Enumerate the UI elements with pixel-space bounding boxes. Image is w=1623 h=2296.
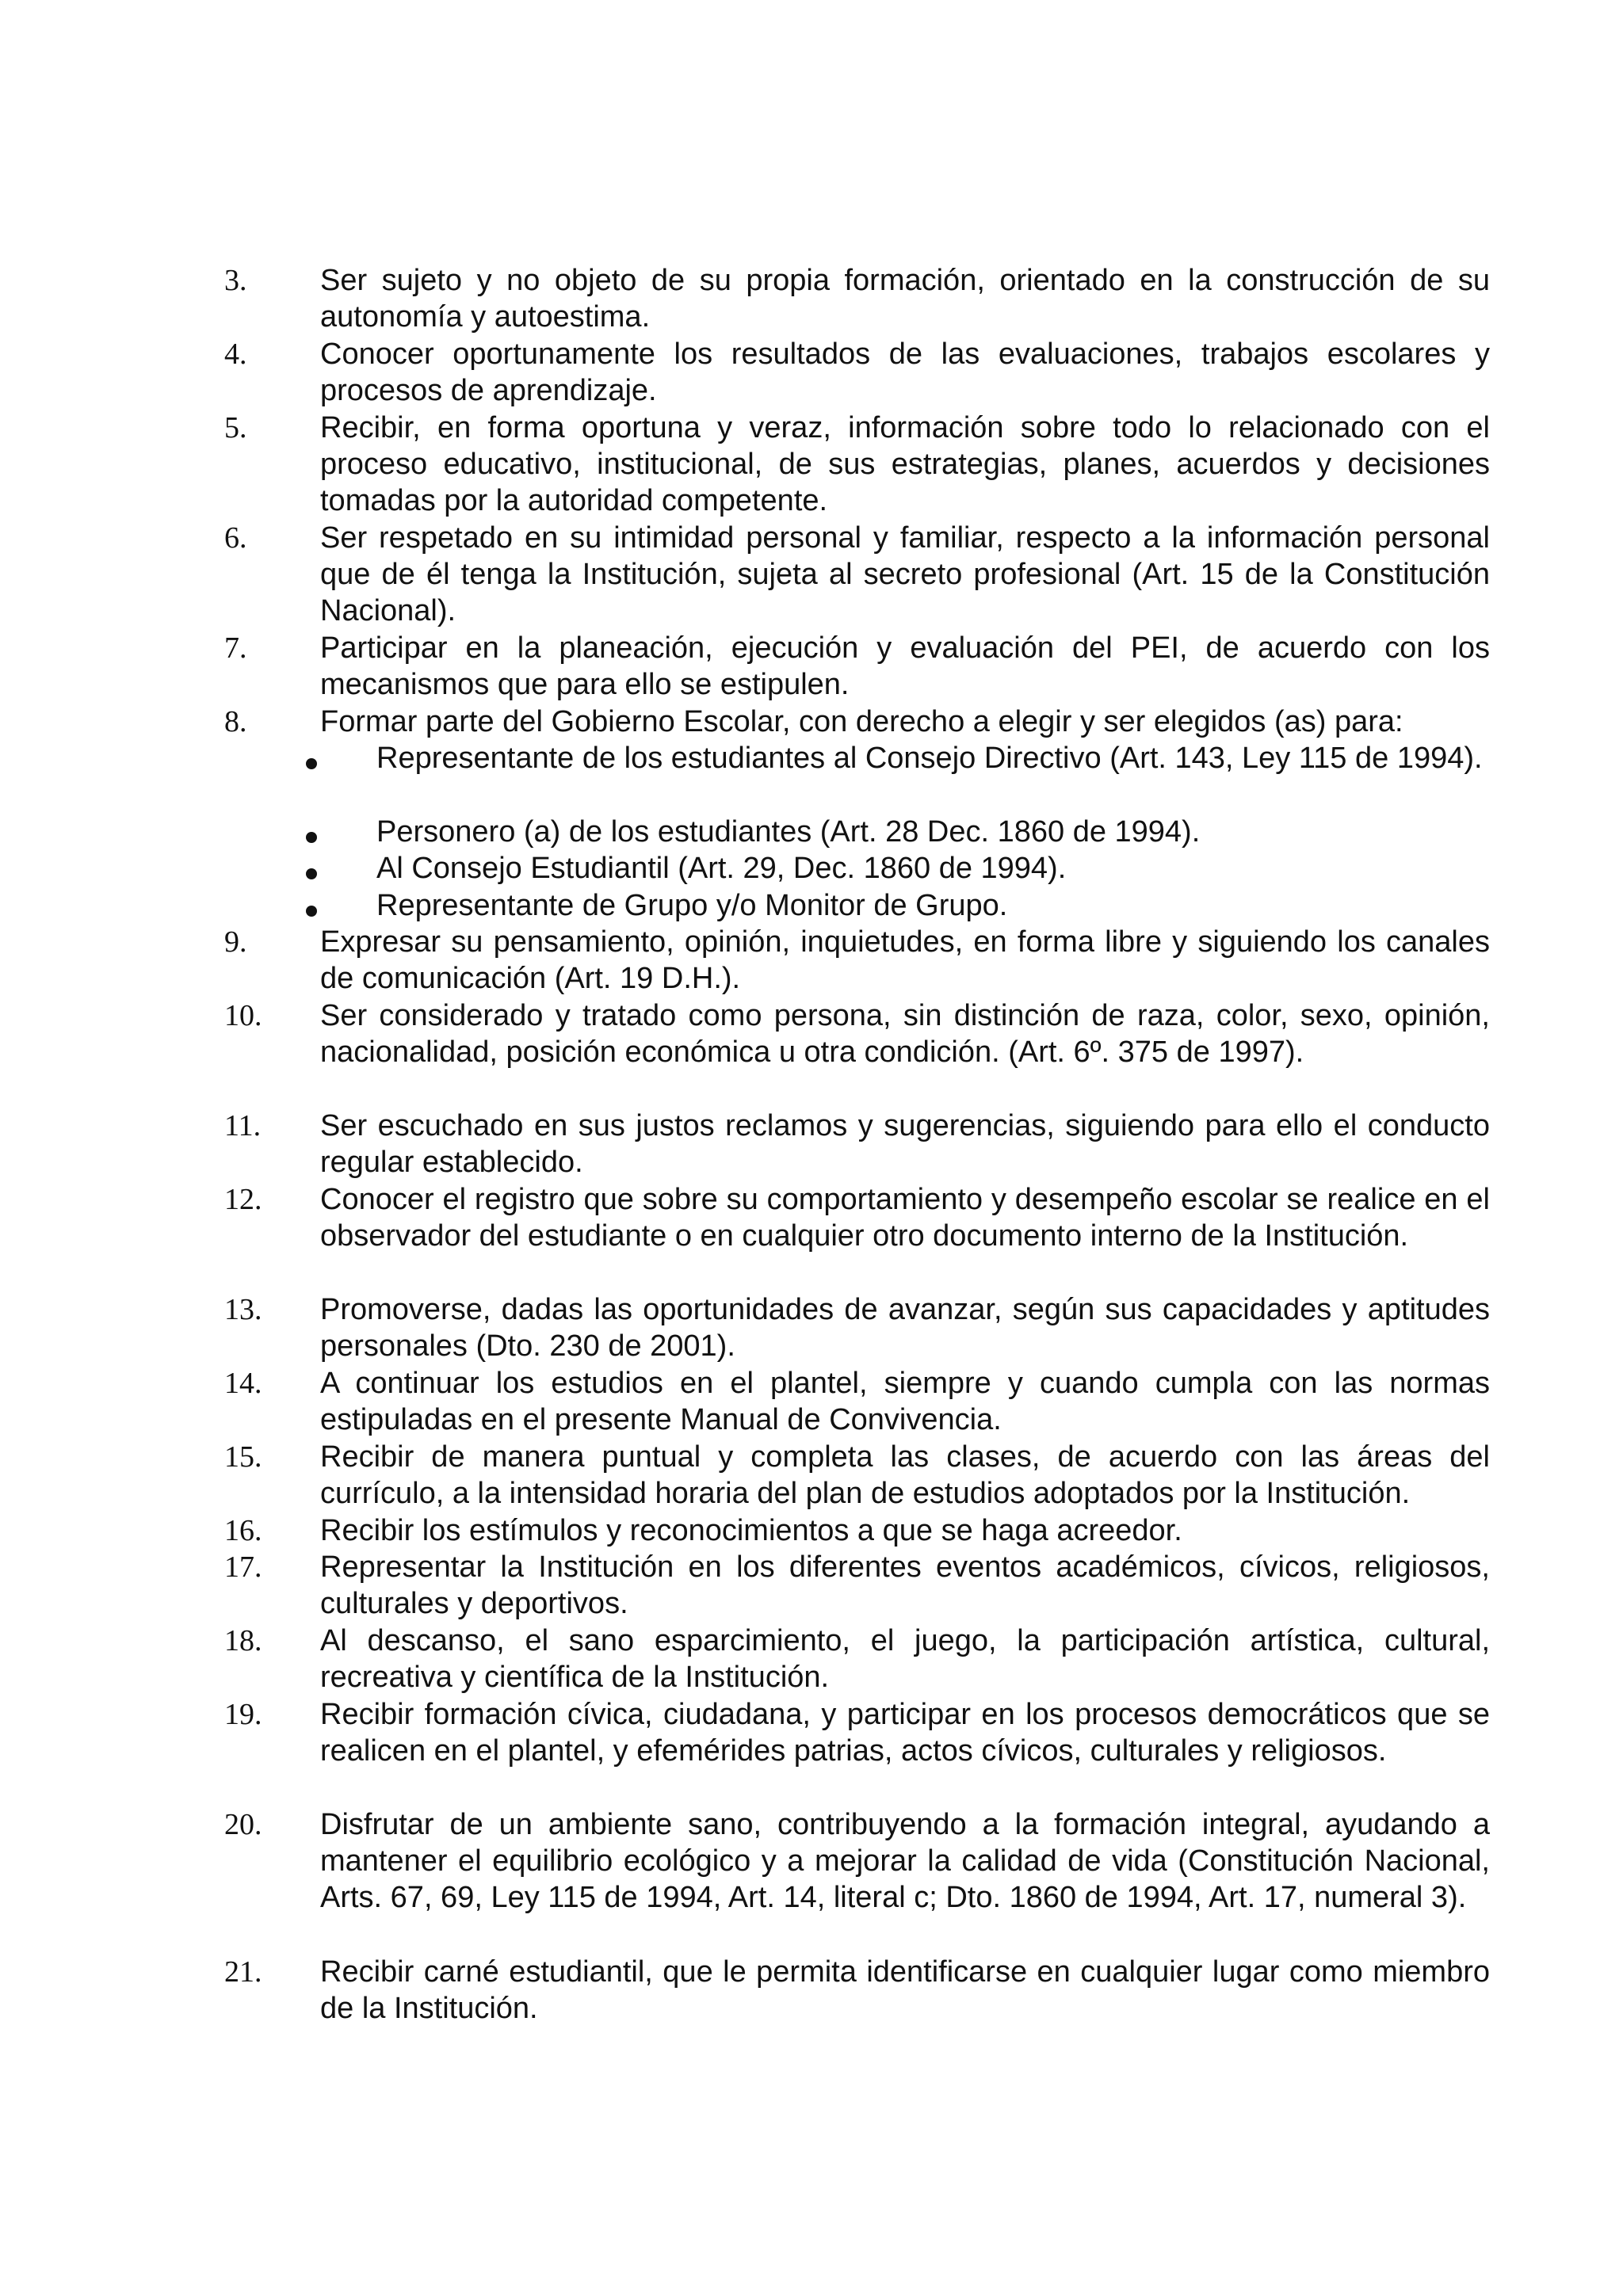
item-text: Representar la Institución en los diferentes eventos académicos, cívicos, religiosos, culturales y deportivos. [320, 1550, 1490, 1620]
item-text: Disfrutar de un ambiente sano, contribuyendo a la formación integral, ayudando a mantener el equilibrio ecológico y a mejorar la calidad de vida (Constitución Nacional, Arts. 67, 69, Ley 115 de 1994, Art. 14, literal c; Dto. 1860 de 1994, Art. 17, numeral 3). [320, 1808, 1490, 1914]
item-text: Recibir formación cívica, ciudadana, y participar en los procesos democráticos que se realicen en el plantel, y efemérides patrias, actos cívicos, culturales y religiosos. [320, 1698, 1490, 1768]
item-number: 8. [224, 705, 247, 738]
item-text: Conocer el registro que sobre su comportamiento y desempeño escolar se realice en el observador del estudiante o en cualquier otro documento interno de la Institución. [320, 1183, 1490, 1253]
item-number: 6. [224, 521, 247, 555]
item-text: Recibir los estímulos y reconocimientos a que se haga acreedor. [320, 1514, 1182, 1547]
bullet-text: Personero (a) de los estudiantes (Art. 28 Dec. 1860 de 1994). [376, 815, 1201, 849]
item-number: 19. [224, 1698, 262, 1731]
item-number: 4. [224, 338, 247, 371]
item-number: 16. [224, 1514, 262, 1547]
item-number: 12. [224, 1183, 262, 1216]
item-text: Ser sujeto y no objeto de su propia formación, orientado en la construcción de su autonomía y autoestima. [320, 264, 1490, 334]
item-text: Ser respetado en su intimidad personal y familiar, respecto a la información personal que de él tenga la Institución, sujeta al secreto profesional (Art. 15 de la Constitución Nacional). [320, 521, 1490, 627]
item-text: Formar parte del Gobierno Escolar, con derecho a elegir y ser elegidos (as) para: [320, 705, 1403, 738]
item-number: 17. [224, 1550, 262, 1584]
item-number: 15. [224, 1440, 262, 1474]
item-number: 11. [224, 1109, 262, 1142]
item-text: Expresar su pensamiento, opinión, inquietudes, en forma libre y siguiendo los canales de comunicación (Art. 19 D.H.). [320, 925, 1490, 995]
item-text: Promoverse, dadas las oportunidades de avanzar, según sus capacidades y aptitudes personales (Dto. 230 de 2001). [320, 1293, 1490, 1363]
item-text: Al descanso, el sano esparcimiento, el juego, la participación artística, cultural, recreativa y científica de la Institución. [320, 1624, 1490, 1694]
item-number: 21. [224, 1955, 262, 1989]
bullet-text: Representante de Grupo y/o Monitor de Grupo. [376, 889, 1008, 922]
item-number: 9. [224, 925, 247, 959]
item-number: 18. [224, 1624, 262, 1657]
item-text: Recibir carné estudiantil, que le permita identificarse en cualquier lugar como miembro de la Institución. [320, 1955, 1490, 2025]
item-number: 10. [224, 999, 262, 1032]
item-number: 20. [224, 1808, 262, 1841]
item-text: Recibir, en forma oportuna y veraz, información sobre todo lo relacionado con el proceso educativo, institucional, de sus estrategias, planes, acuerdos y decisiones tomadas por la autoridad competente. [320, 411, 1490, 517]
item-number: 13. [224, 1293, 262, 1326]
item-number: 14. [224, 1367, 262, 1400]
item-number: 7. [224, 631, 247, 665]
item-text: Ser escuchado en sus justos reclamos y sugerencias, siguiendo para ello el conducto regular establecido. [320, 1109, 1490, 1179]
bullet-text: Al Consejo Estudiantil (Art. 29, Dec. 1860 de 1994). [376, 852, 1067, 885]
item-text: Recibir de manera puntual y completa las clases, de acuerdo con las áreas del currículo, a la intensidad horaria del plan de estudios adoptados por la Institución. [320, 1440, 1490, 1510]
item-text: Participar en la planeación, ejecución y evaluación del PEI, de acuerdo con los mecanismos que para ello se estipulen. [320, 631, 1490, 701]
item-text: A continuar los estudios en el plantel, siempre y cuando cumpla con las normas estipuladas en el presente Manual de Convivencia. [320, 1367, 1490, 1436]
item-number: 5. [224, 411, 247, 444]
item-number: 3. [224, 264, 247, 297]
bullet-text: Representante de los estudiantes al Consejo Directivo (Art. 143, Ley 115 de 1994). [376, 742, 1483, 775]
item-text: Ser considerado y tratado como persona, sin distinción de raza, color, sexo, opinión, nacionalidad, posición económica u otra condición. (Art. 6º. 375 de 1997). [320, 999, 1490, 1069]
item-text: Conocer oportunamente los resultados de las evaluaciones, trabajos escolares y procesos de aprendizaje. [320, 338, 1490, 407]
